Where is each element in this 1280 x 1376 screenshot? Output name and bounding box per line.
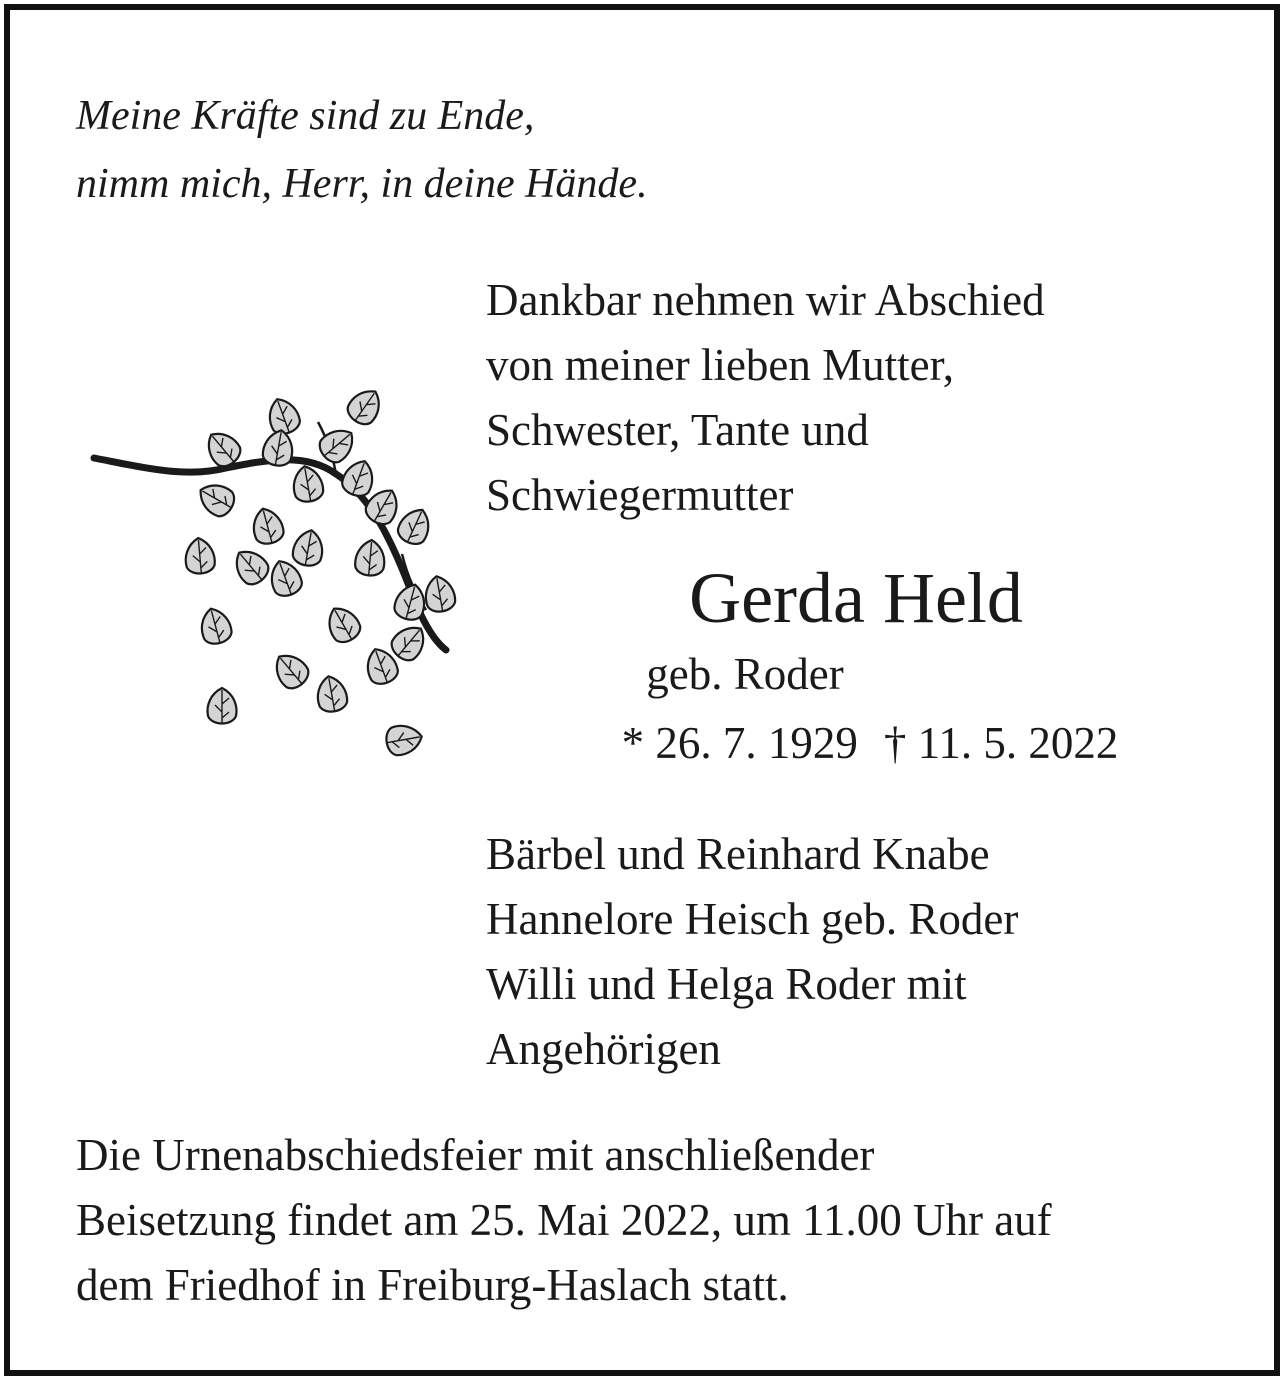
verse-line: Meine Kräfte sind zu Ende, bbox=[76, 93, 535, 139]
verse-line: nimm mich, Herr, in deine Hände. bbox=[76, 161, 648, 207]
notice-line: dem Friedhof in Freiburg-Haslach statt. bbox=[76, 1260, 789, 1310]
notice-line: Die Urnenabschiedsfeier mit anschließender bbox=[76, 1130, 875, 1180]
life-dates bbox=[550, 710, 1190, 776]
notice-line: Beisetzung findet am 25. Mai 2022, um 11.00 Uhr auf bbox=[76, 1195, 1052, 1245]
intro-line: Schwiegermutter bbox=[486, 470, 794, 520]
deceased-name: Gerda Held bbox=[689, 558, 1023, 638]
birth-date: * 26. 7. 1929 bbox=[621, 718, 858, 768]
branch-with-leaves-icon bbox=[86, 382, 466, 762]
death-date: † 11. 5. 2022 bbox=[883, 718, 1119, 768]
funeral-notice bbox=[76, 1123, 1052, 1318]
mourners-list bbox=[486, 822, 1018, 1082]
intro-line: von meiner lieben Mutter, bbox=[486, 340, 955, 390]
birth-name: geb. Roder bbox=[646, 649, 844, 699]
mourner-line: Hannelore Heisch geb. Roder bbox=[486, 894, 1019, 944]
obituary-frame bbox=[4, 4, 1280, 1376]
verse bbox=[76, 82, 648, 218]
mourner-line: Bärbel und Reinhard Knabe bbox=[486, 829, 990, 879]
mourner-line: Willi und Helga Roder mit bbox=[486, 959, 967, 1009]
intro-line: Schwester, Tante und bbox=[486, 405, 869, 455]
mourner-line: Angehörigen bbox=[486, 1024, 721, 1074]
intro-text bbox=[486, 268, 1045, 528]
intro-line: Dankbar nehmen wir Abschied bbox=[486, 275, 1045, 325]
